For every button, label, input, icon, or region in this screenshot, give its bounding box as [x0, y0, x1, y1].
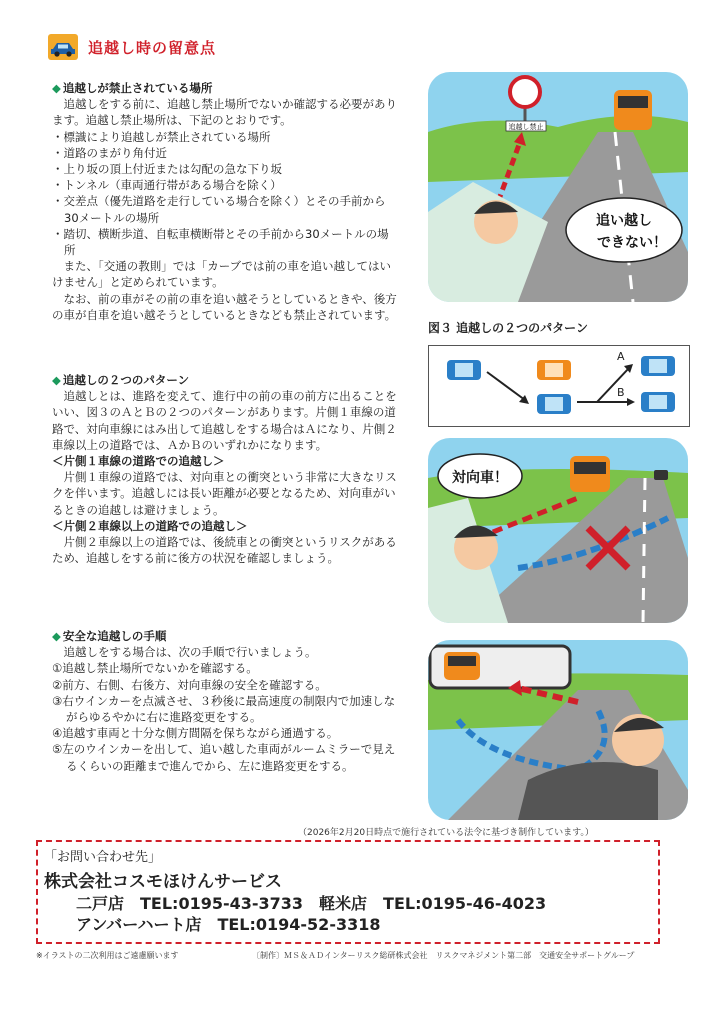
list-item: ・踏切、横断歩道、自転車横断帯とその手前から30メートルの場所 [52, 226, 389, 258]
section-heading: ◆ 追越しが禁止されている場所 [52, 81, 213, 95]
diamond-icon: ◆ [52, 81, 61, 95]
page-title: 追越し時の留意点 [88, 39, 217, 57]
step-item: ⑤左のウインカーを出して、追い越した車両がルームミラーで見えるくらいの距離まで進んでから、左に進路変更をする。 [52, 742, 396, 773]
paragraph: 追越しをする前に、追越し禁止場所でないか確認する必要があります。追越し禁止場所は、下記のとおりです。 [52, 97, 397, 128]
list-item: ・トンネル（車両通行帯がある場合を除く） [52, 178, 282, 193]
bubble-text-line2: できない！ [597, 235, 667, 251]
step-item: ③右ウインカーを点滅させ、３秒後に最高速度の制限内で加速しながらゆるやかに右に進路変更をする。 [52, 693, 396, 725]
company-name: 株式会社コスモほけんサービス [44, 872, 282, 892]
contact-heading: 「お問い合わせ先」 [44, 850, 162, 865]
list-item: ・道路のまがり角付近 [52, 145, 167, 160]
section-two-patterns [52, 372, 397, 566]
section-no-overtaking-places [52, 80, 397, 323]
diamond-icon: ◆ [52, 373, 61, 387]
paragraph: 追越しとは、進路を変えて、進行中の前の車の前方に出ることをいい、図３のＡとＢの２つのパターンがあります。片側１車線の道路で、対向車線にはみ出して追越しをする場合はＡになり、片側２車線以上の道路では、ＡかＢのいずれかになります。 [52, 389, 397, 452]
list-item: ・上り坂の頂上付近または勾配の急な下り坂 [52, 162, 282, 177]
list-item: ・交差点（優先道路を走行している場合を除く）とその手前から30メートルの場所 [52, 194, 386, 225]
footer-credit: 〔制作〕ＭＳ＆ＡＤインターリスク総研株式会社 リスクマネジメント第二部 交通安全サポートグループ [252, 951, 635, 960]
section-heading: ◆ 安全な追越しの手順 [52, 629, 167, 643]
contact-phone-line2: アンバーハート店 TEL:0194-52-3318 [76, 915, 381, 934]
subheading: ＜片側１車線の道路での追越し＞ [52, 454, 225, 469]
paragraph: 片側２車線以上の道路では、後続車との衝突というリスクがあるため、追越しをする前に後方の状況を確認しましょう。 [52, 535, 397, 566]
sign-label: 追越し禁止 [508, 123, 544, 131]
footer-note: ※イラストの二次利用はご遠慮願います [36, 951, 179, 960]
illustration-no-passing [428, 72, 688, 302]
bubble-text: 対向車！ [452, 470, 508, 486]
step-item: ①追越し禁止場所でないかを確認する。 [52, 661, 258, 676]
paragraph: また、「交通の教則」では「カーブでは前の車を追い越してはいけません」と定められています。 [52, 259, 392, 290]
illustration-oncoming-car [428, 438, 688, 623]
contact-phone-line1: 二戸店 TEL:0195-43-3733 軽米店 TEL:0195-46-4023 [76, 894, 547, 913]
step-item: ②前方、右側、右後方、対向車線の安全を確認する。 [52, 677, 327, 692]
section-safe-procedure [52, 628, 397, 774]
subheading: ＜片側２車線以上の道路での追越し＞ [52, 518, 248, 533]
list-item: ・標識により追越しが禁止されている場所 [52, 129, 271, 144]
bubble-text-line1: 追い越し [596, 213, 652, 229]
car-icon [48, 34, 78, 60]
figure-diagram [428, 345, 690, 427]
paragraph: なお、前の車がその前の車を追い越そうとしているときや、後方の車が自車を追い越そうとしているときなども禁止されています。 [52, 291, 397, 322]
legal-note: （2026年2月20日時点で施行されている法令に基づき制作しています。） [298, 828, 594, 838]
label-a: A [617, 350, 625, 363]
paragraph: 片側１車線の道路では、対向車との衝突という非常に大きなリスクを伴います。追越しには長い距離が必要となるため、対向車がいるときの追越しは避けましょう。 [52, 470, 397, 517]
label-b: B [617, 386, 625, 399]
paragraph: 追越しをする場合は、次の手順で行いましょう。 [63, 645, 317, 660]
section-heading: ◆ 追越しの２つのパターン [52, 373, 190, 387]
figure-caption: 図３ 追越しの２つのパターン [428, 321, 588, 335]
step-item: ④追越す車両と十分な側方間隔を保ちながら通過する。 [52, 726, 339, 741]
illustration-rearview-mirror [428, 640, 688, 820]
diamond-icon: ◆ [52, 629, 61, 643]
